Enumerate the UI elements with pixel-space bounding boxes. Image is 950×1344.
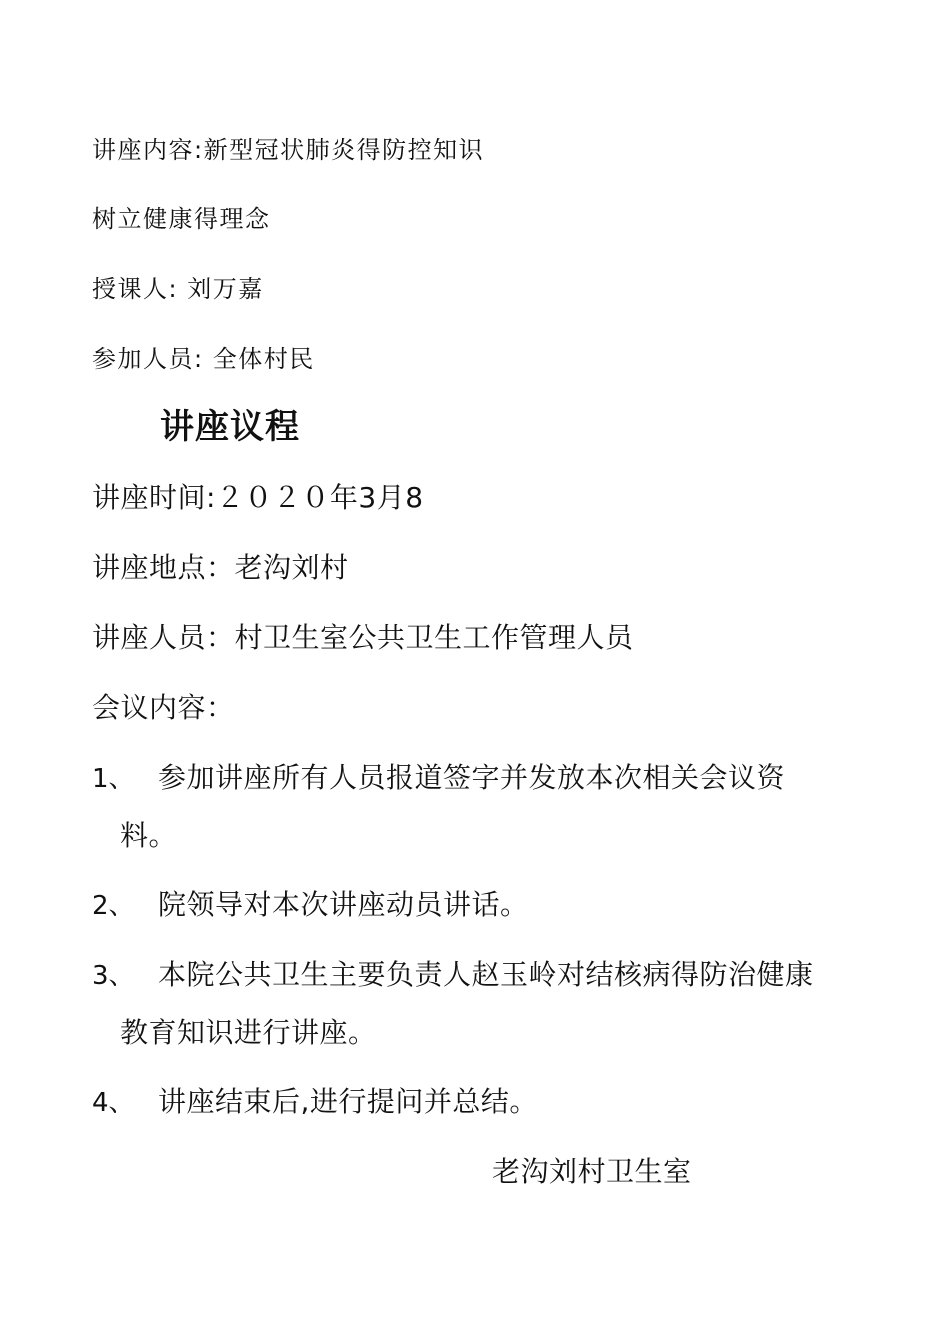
agenda-title: 讲座议程 [160,407,300,447]
lecturer: 授课人: 刘万嘉 [92,275,264,303]
agenda-item-text: 讲座结束后,进行提问并总结。 [158,1085,538,1118]
lecture-staff: 讲座人员：村卫生室公共卫生工作管理人员 [92,621,634,654]
lecture-content: 讲座内容:新型冠状肺炎得防控知识 [92,136,485,164]
agenda-item-text-continued: 料。 [120,819,178,852]
agenda-item-number: 1、 [92,764,135,794]
agenda-item-text: 参加讲座所有人员报道签字并发放本次相关会议资 [158,761,786,794]
agenda-item-text-continued: 教育知识进行讲座。 [120,1016,377,1049]
lecture-location: 讲座地点：老沟刘村 [92,551,349,584]
agenda-item-number: 2、 [92,891,135,921]
agenda-item-text: 本院公共卫生主要负责人赵玉岭对结核病得防治健康 [158,958,814,991]
agenda-item-number: 4、 [92,1088,135,1118]
agenda-item-text: 院领导对本次讲座动员讲话。 [158,888,529,921]
agenda-item-number: 3、 [92,961,135,991]
meeting-content-heading: 会议内容： [92,691,235,724]
lecture-content-continued: 树立健康得理念 [92,205,271,233]
participants: 参加人员: 全体村民 [92,345,315,373]
lecture-time: 讲座时间:２０２０年3月8 [92,481,424,514]
signature: 老沟刘村卫生室 [492,1155,692,1188]
